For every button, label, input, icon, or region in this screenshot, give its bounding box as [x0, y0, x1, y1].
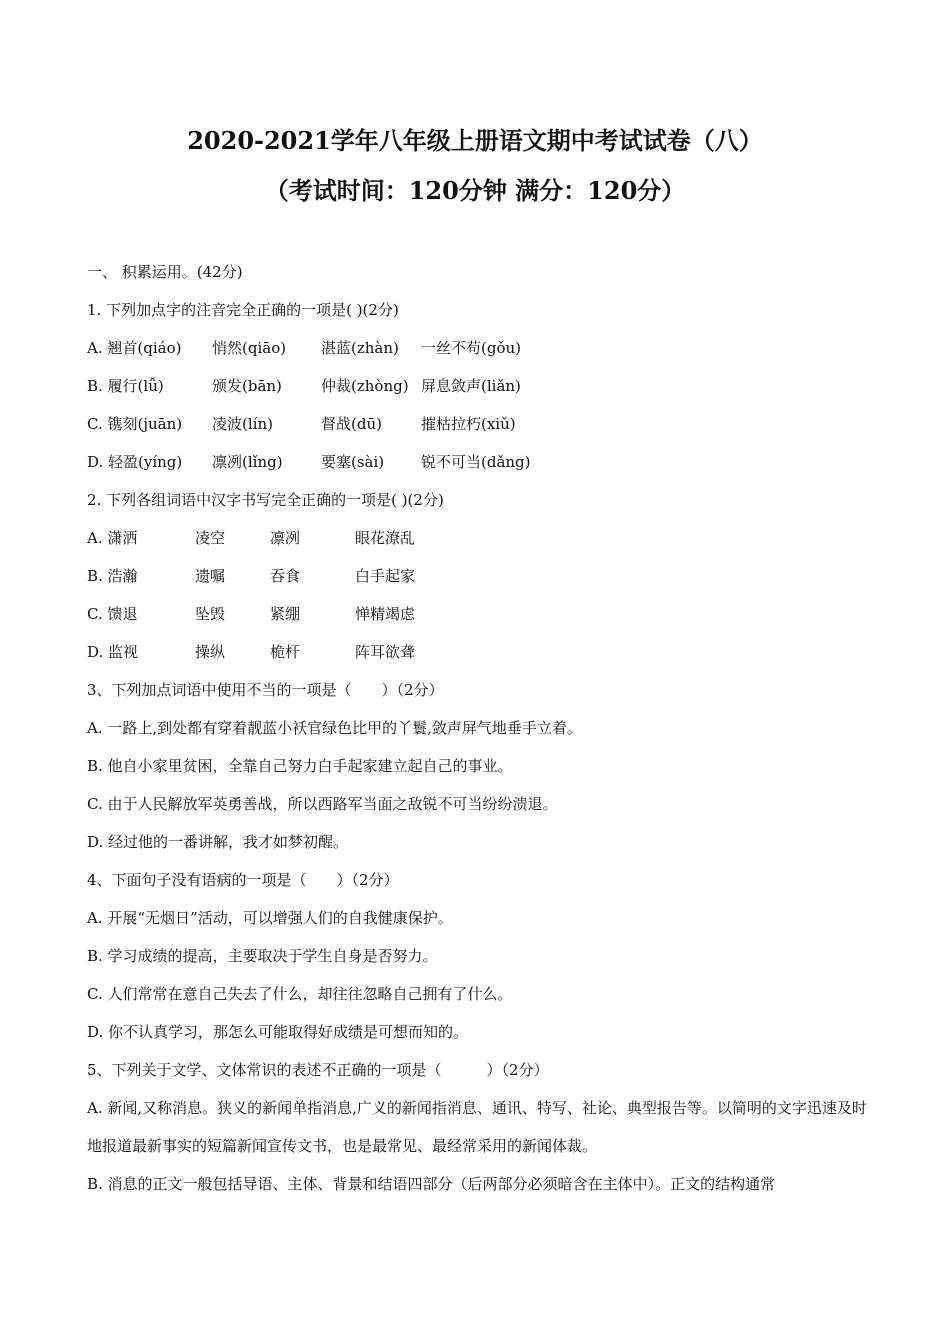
option-item: 阵耳欲聋: [355, 643, 416, 661]
question-1-option-a: [87, 337, 521, 359]
option-item: 要塞(sài): [321, 453, 385, 471]
option-item: 惮精竭虑: [355, 605, 416, 623]
option-item: 督战(dū): [321, 415, 382, 433]
question-2-option-b: [87, 565, 415, 587]
option-item: B. 履行(lǚ): [87, 377, 164, 395]
option-item: 操纵: [195, 643, 226, 661]
option-item: D. 监视: [87, 643, 139, 661]
option-item: 眼花潦乱: [355, 529, 416, 547]
question-5-option-b: B. 消息的正文一般包括导语、主体、背景和结语四部分（后两部分必须暗含在主体中）。正文的结构通常: [87, 1175, 776, 1193]
question-3-option-d: D. 经过他的一番讲解，我才如梦初醒。: [87, 833, 349, 851]
option-item: 桅杆: [270, 643, 301, 661]
option-item: 遗嘱: [195, 567, 226, 585]
question-2-option-a: [87, 527, 415, 549]
question-1-option-c: [87, 413, 516, 435]
question-5-option-a: A. 新闻,又称消息。狭义的新闻单指消息,广义的新闻指消息、通讯、特写、社论、典型报告等。以简明的文字迅速及时地报道最新事实的短篇新闻宣传文书，也是最常见、最经常采用的新闻体裁。: [87, 1099, 867, 1155]
question-1-option-d: [87, 451, 531, 473]
option-item: 凌空: [195, 529, 226, 547]
option-item: C. 馈退: [87, 605, 138, 623]
question-2-option-c: [87, 603, 415, 625]
option-item: C. 镌刻(juān): [87, 415, 183, 433]
option-item: 白手起家: [355, 567, 416, 585]
option-item: 一丝不苟(gǒu): [421, 339, 521, 357]
option-item: 摧枯拉朽(xiǔ): [421, 415, 516, 433]
question-3-option-a: A. 一路上,到处都有穿着靓蓝小袄官绿色比甲的丫鬟,敛声屏气地垂手立着。: [87, 719, 582, 737]
option-item: 紧绷: [270, 605, 301, 623]
question-4-option-a: A. 开展“无烟日”活动，可以增强人们的自我健康保护。: [87, 909, 453, 927]
question-3-option-b: B. 他自小家里贫困，全靠自己努力白手起家建立起自己的事业。: [87, 757, 513, 775]
question-4-option-b: B. 学习成绩的提高，主要取决于学生自身是否努力。: [87, 947, 438, 965]
question-4-option-d: D. 你不认真学习，那怎么可能取得好成绩是可想而知的。: [87, 1023, 469, 1041]
option-item: 仲裁(zhòng): [321, 377, 409, 395]
question-2-stem: 2. 下列各组词语中汉字书写完全正确的一项是( )(2分): [87, 491, 444, 509]
option-item: 凌波(lín): [212, 415, 273, 433]
question-5-stem: 5、下列关于文学、文体常识的表述不正确的一项是（ ）（2分）: [87, 1061, 549, 1079]
question-2-option-d: [87, 641, 415, 663]
question-1-option-b: [87, 375, 521, 397]
option-item: D. 轻盈(yíng): [87, 453, 183, 471]
option-item: A. 潇洒: [87, 529, 138, 547]
question-4-stem: 4、下面句子没有语病的一项是（ ）（2分）: [87, 871, 399, 889]
option-item: 锐不可当(dǎng): [421, 453, 531, 471]
option-item: 凛冽(lǐng): [212, 453, 283, 471]
question-1-stem: 1. 下列加点字的注音完全正确的一项是( )(2分): [87, 301, 399, 319]
option-item: 悄然(qiāo): [212, 339, 287, 357]
question-3-option-c: C. 由于人民解放军英勇善战，所以西路军当面之敌锐不可当纷纷溃退。: [87, 795, 558, 813]
option-item: 坠毁: [195, 605, 226, 623]
question-3-stem: 3、下列加点词语中使用不当的一项是（ ）（2分）: [87, 681, 444, 699]
option-item: 屏息敛声(liǎn): [421, 377, 521, 395]
option-item: A. 翘首(qiáo): [87, 339, 182, 357]
option-item: 湛蓝(zhàn): [321, 339, 399, 357]
option-item: 颁发(bān): [212, 377, 282, 395]
option-item: B. 浩瀚: [87, 567, 138, 585]
section-heading: 一、 积累运用。(42分): [87, 263, 243, 281]
option-item: 凛冽: [270, 529, 301, 547]
exam-title: 2020-2021学年八年级上册语文期中考试试卷（八）: [187, 126, 763, 155]
exam-subtitle: （考试时间：120分钟 满分：120分）: [264, 176, 686, 205]
question-4-option-c: C. 人们常常在意自己失去了什么，却往往忽略自己拥有了什么。: [87, 985, 513, 1003]
option-item: 吞食: [270, 567, 301, 585]
